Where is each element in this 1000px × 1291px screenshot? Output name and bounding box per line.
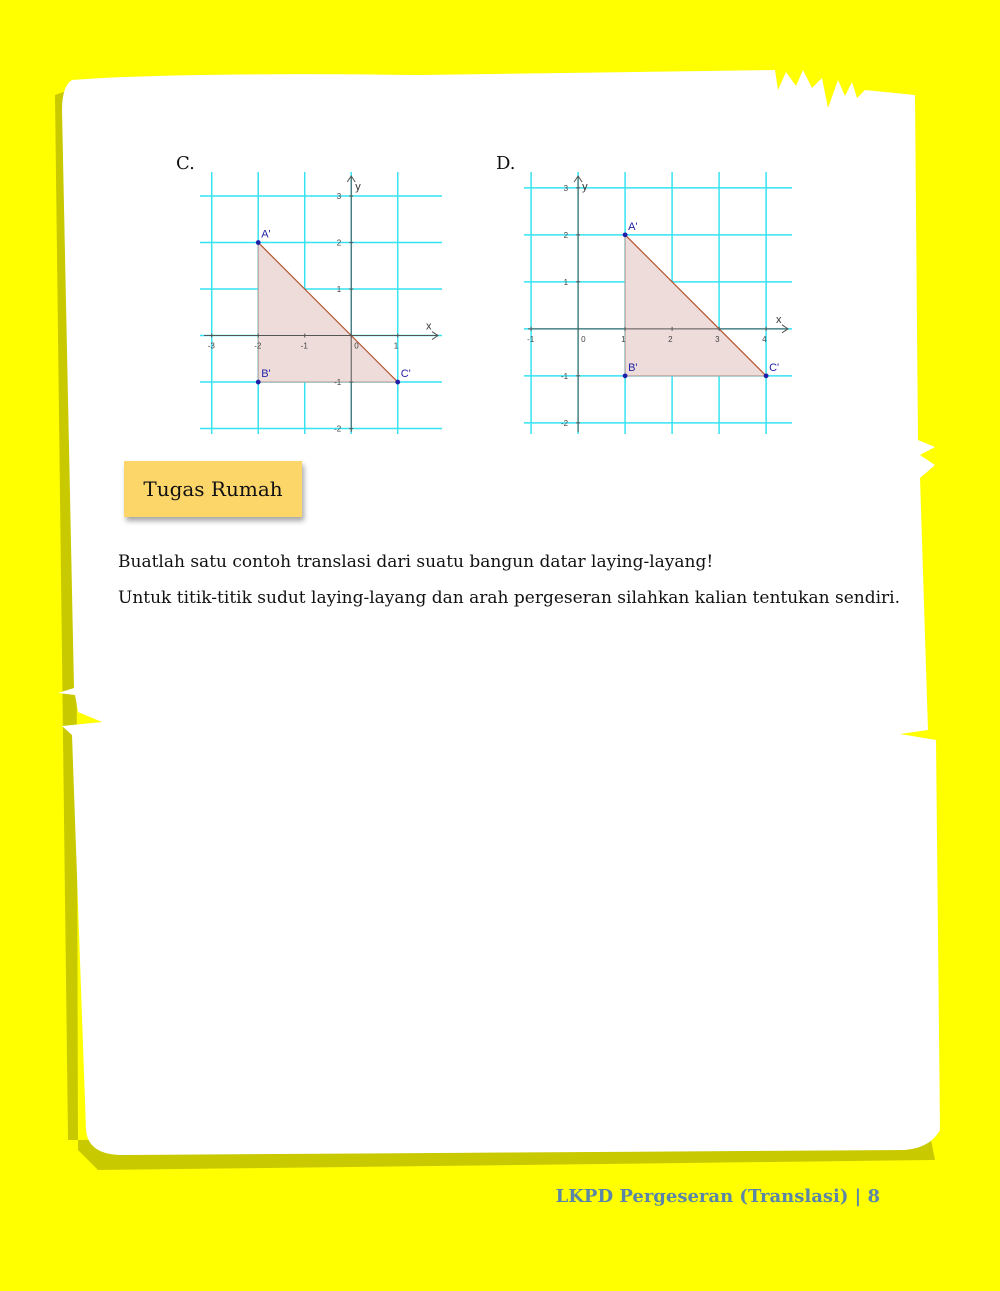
page-footer: LKPD Pergeseran (Translasi) | 8 xyxy=(555,1186,880,1207)
task-title-box xyxy=(124,461,302,517)
y-tick-label: 1 xyxy=(336,285,342,295)
paper-body xyxy=(58,70,940,1155)
y-tick-label: -2 xyxy=(560,418,569,428)
x-tick-label: 4 xyxy=(762,334,767,344)
y-tick-label: 3 xyxy=(336,192,342,202)
point-marker xyxy=(623,373,628,378)
point-label: B' xyxy=(261,368,271,381)
instruction-line-2: Untuk titik-titik sudut laying-layang dan arah pergeseran silahkan kalian tentukan sendiri. xyxy=(118,588,900,608)
x-axis-label: x xyxy=(426,320,432,333)
y-axis-label: y xyxy=(582,181,588,193)
x-tick-label: -2 xyxy=(254,341,262,351)
graph-option-c xyxy=(200,172,442,434)
graph-option-d xyxy=(524,172,792,434)
point-marker xyxy=(395,380,400,385)
point-label: C' xyxy=(400,368,411,381)
x-tick-label: 2 xyxy=(668,334,673,344)
option-c-label: C. xyxy=(176,153,195,174)
y-tick-label: -1 xyxy=(560,371,569,381)
point-marker xyxy=(623,232,628,237)
point-marker xyxy=(764,373,769,378)
y-tick-label: 1 xyxy=(563,277,569,287)
y-tick-label: -2 xyxy=(334,424,342,434)
option-d-label: D. xyxy=(496,153,516,174)
y-tick-label: 2 xyxy=(336,238,342,248)
x-tick-label: 1 xyxy=(393,341,399,351)
point-label: C' xyxy=(769,361,780,374)
x-tick-label: -3 xyxy=(207,341,215,351)
point-label: A' xyxy=(261,228,271,241)
y-tick-label: 2 xyxy=(563,230,569,240)
x-tick-label: 3 xyxy=(715,334,720,344)
instruction-line-1: Buatlah satu contoh translasi dari suatu bangun datar laying-layang! xyxy=(118,552,714,572)
x-axis-label: x xyxy=(776,313,782,326)
x-tick-label: 0 xyxy=(354,341,359,351)
y-axis-label: y xyxy=(355,181,361,193)
point-marker xyxy=(256,380,261,385)
task-title: Tugas Rumah xyxy=(143,477,283,501)
x-tick-label: 1 xyxy=(621,334,626,344)
y-tick-label: -1 xyxy=(334,378,342,388)
x-tick-label: -1 xyxy=(527,334,535,344)
point-label: A' xyxy=(628,220,638,233)
x-tick-label: -1 xyxy=(300,341,308,351)
y-tick-label: 3 xyxy=(563,183,569,193)
point-marker xyxy=(256,240,261,245)
x-tick-label: 0 xyxy=(581,334,586,344)
point-label: B' xyxy=(628,361,638,374)
